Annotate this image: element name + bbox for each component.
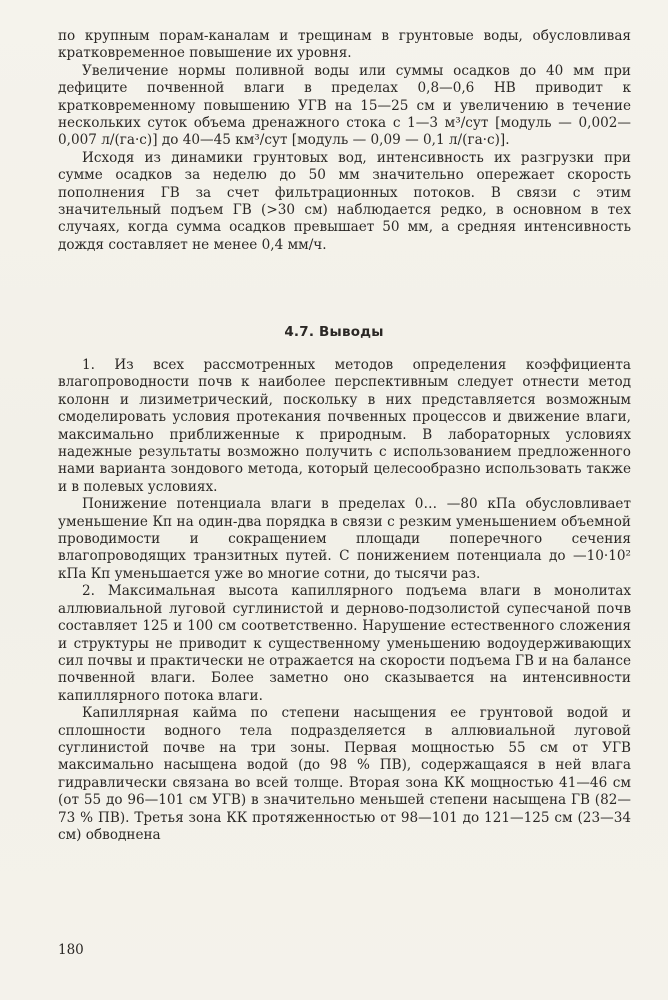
top-text-block <box>58 28 631 254</box>
paragraph-conclusion-1: 1. Из всех рассмотренных методов определения коэффициента влагопроводности почв к наиболее перспективным следует отнести метод колонн и лизиметрический, поскольку в них представляется возможным смоделировать условия протекания почвенных процессов и движение влаги, максимально приближенные к природным. В лабораторных условиях надежные результаты возможно получить с использованием предложенного нами варианта зондового метода, который целесообразно использовать также и в полевых условиях. <box>58 357 631 495</box>
paragraph-groundwater-dynamics: Исходя из динамики грунтовых вод, интенсивность их разгрузки при сумме осадков за неделю до 50 мм значительно опережает скорость пополнения ГВ за счет фильтрационных потоков. В связи с этим значительный подъем ГВ (>30 см) наблюдается редко, в основном в тех случаях, когда сумма осадков превышает 50 мм, а средняя интенсивность дождя составляет не менее 0,4 мм/ч. <box>58 149 631 253</box>
paragraph-irrigation-norm: Увеличение нормы поливной воды или суммы осадков до 40 мм при дефиците почвенной влаги в пределах 0,8—0,6 НВ приводит к кратковременному повышению УГВ на 15—25 см и увеличению в течение нескольких суток объема дренажного стока с 1—3 м³/сут [модуль — 0,002—0,007 л/(га·с)] до 40—45 км³/сут [модуль — 0,09 — 0,1 л/(га·с)]. <box>58 62 631 149</box>
paragraph-potential-decrease: Понижение потенциала влаги в пределах 0… —80 кПа обусловливает уменьшение Кп на один-два порядка в связи с резким уменьшением объемной проводимости и сокращением площади поперечного сечения влагопроводящих транзитных путей. С понижением потенциала до —10·10² кПа Кп уменьшается уже во многие сотни, до тысячи раз. <box>58 496 631 582</box>
section-heading: 4.7. Выводы <box>284 324 384 340</box>
paragraph-continuation: по крупным порам-каналам и трещинам в грунтовые воды, обусловливая кратковременное повышение их уровня. <box>58 28 631 62</box>
conclusions-text-block <box>58 357 631 844</box>
page-number: 180 <box>58 942 84 958</box>
paragraph-capillary-fringe: Капиллярная кайма по степени насыщения ее грунтовой водой и сплошности водного тела подразделяется в аллювиальной луговой суглинистой почве на три зоны. Первая мощностью 55 см от УГВ максимально насыщена водой (до 98 % ПВ), содержащаяся в ней влага гидравлически связана во всей толще. Вторая зона КК мощностью 41—46 см (от 55 до 96—101 см УГВ) в значительно меньшей степени насыщена ГВ (82—73 % ПВ). Третья зона КК протяженностью от 98—101 до 121—125 см (23—34 см) обводнена <box>58 705 631 843</box>
paragraph-conclusion-2: 2. Максимальная высота капиллярного подъема влаги в монолитах аллювиальной луговой суглинистой и дерново-подзолистой супесчаной почв составляет 125 и 100 см соответственно. Нарушение естественного сложения и структуры не приводит к существенному уменьшению водоудерживающих сил почвы и практически не отражается на скорости подъема ГВ и на балансе почвенной влаги. Более заметно оно сказывается на интенсивности капиллярного потока влаги. <box>58 583 631 704</box>
